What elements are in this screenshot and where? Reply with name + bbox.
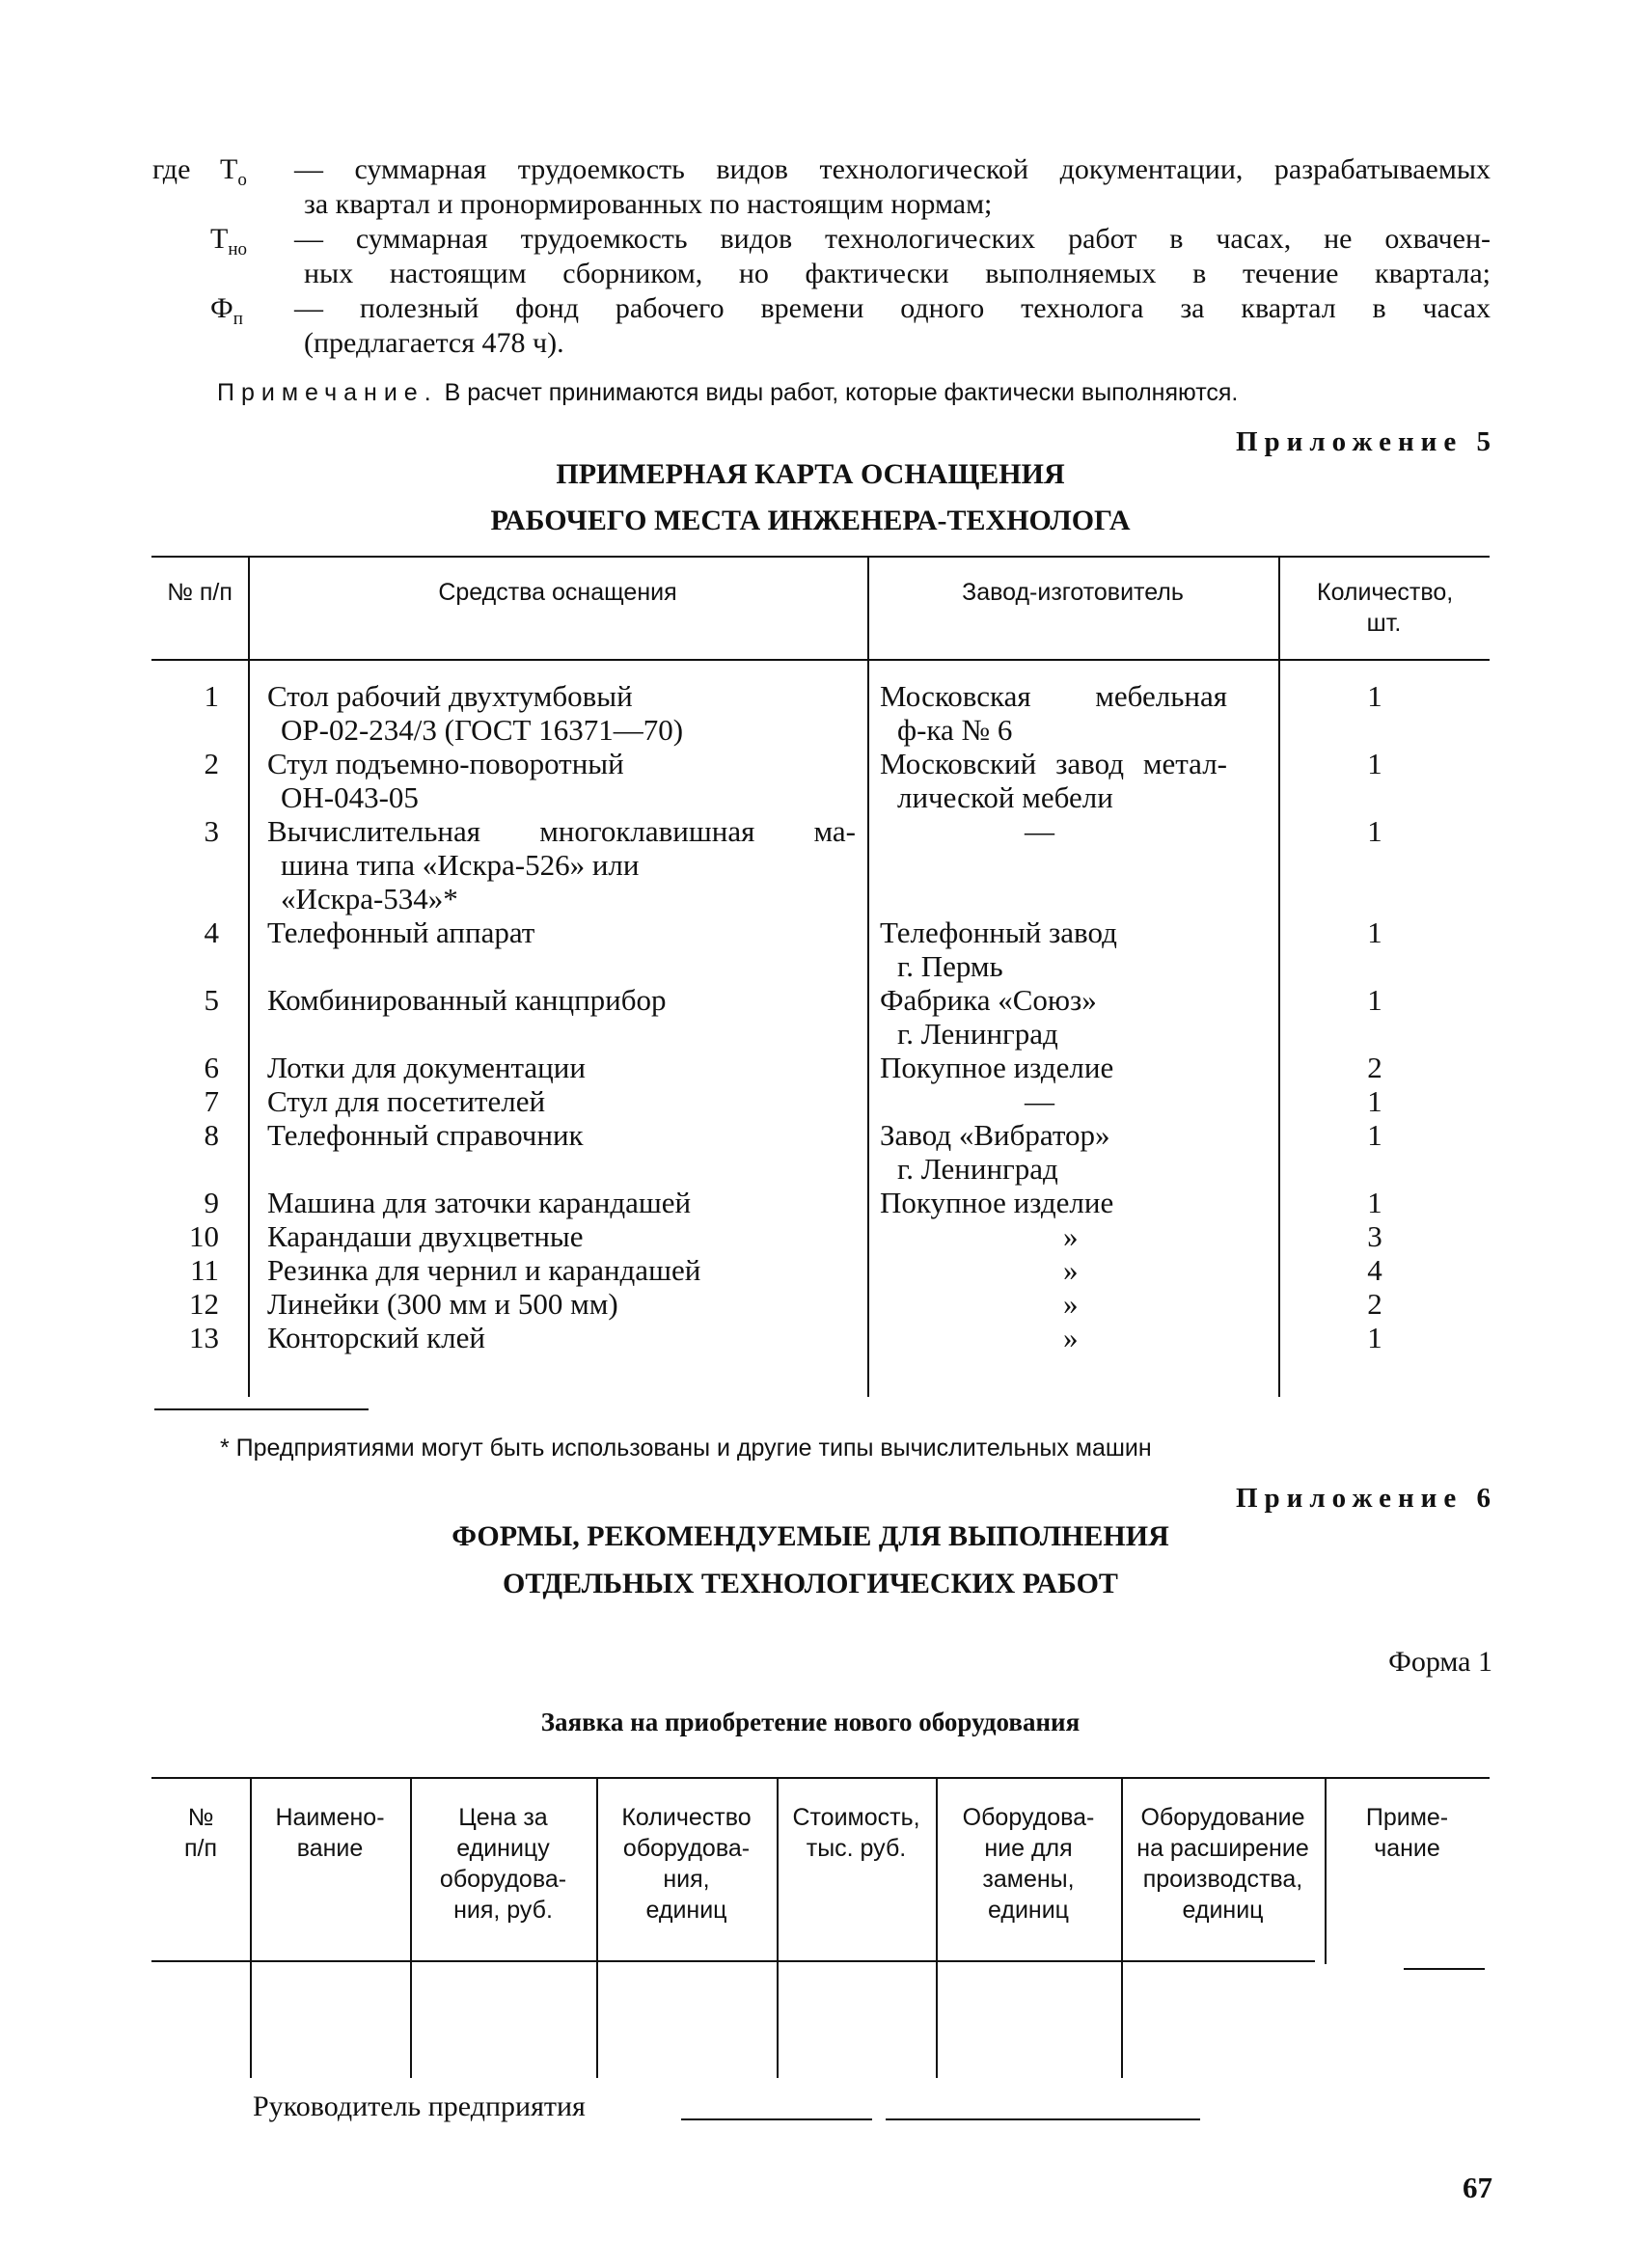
equipment-row-num: 2 [204,747,219,780]
equipment-row-item-line: Стол рабочий двухтумбовый [267,679,633,713]
form-header-line: № [187,1804,214,1831]
equipment-row-num: 8 [204,1118,219,1152]
form-header-col-6 [936,1802,1121,1926]
equipment-row-qty: 1 [1367,1118,1382,1152]
appendix6-label: Приложение 6 [1236,1483,1497,1514]
equipment-row-item-line: Машина для заточки карандашей [267,1186,692,1219]
equipment-row-qty: 1 [1367,983,1382,1017]
equipment-row-num: 9 [204,1186,219,1219]
equipment-row-qty: 4 [1367,1253,1382,1287]
equipment-row-item-line: Стул для посетителей [267,1084,546,1118]
equipment-row-num: 1 [204,679,219,713]
equipment-row-num: 12 [189,1287,219,1321]
equipment-row-qty: 1 [1367,679,1382,713]
form-header-col-5 [777,1802,936,1864]
equipment-row-item-line: Телефонный аппарат [267,915,535,949]
equipment-header-qty: Количество, шт. [1317,579,1454,637]
form-header-line: Наимено- [275,1804,385,1831]
form-title: Заявка на приобретение нового оборудования [540,1708,1081,1736]
equipment-row-item [267,1084,856,1118]
form-header-line: оборудова- [439,1866,567,1893]
appendix5-title-line1: ПРИМЕРНАЯ КАРТА ОСНАЩЕНИЯ [556,458,1065,490]
form-table-top-rule [151,1777,1490,1779]
equipment-row-maker [880,1118,1266,1186]
equipment-row-maker-line: г. Ленинград [897,1152,1058,1186]
note: Примечание. В расчет принимаются виды работ, которые фактически выполняются. [217,379,1239,406]
equipment-row-maker-line: » [1063,1287,1079,1321]
form-header-line: Стоимость, [792,1804,920,1831]
equipment-row-qty: 1 [1367,814,1382,848]
equipment-row-maker-line: — [1025,1084,1054,1118]
appendix6-title-line2: ОТДЕЛЬНЫХ ТЕХНОЛОГИЧЕСКИХ РАБОТ [503,1568,1118,1599]
equipment-row-maker-line: » [1063,1253,1079,1287]
equipment-row-qty: 1 [1367,1084,1382,1118]
form-header-line: п/п [183,1835,218,1862]
equipment-row-item-line: ОР-02-234/3 (ГОСТ 16371—70) [281,713,684,747]
equipment-row-item-line: Конторский клей [267,1321,485,1354]
equipment-row-num: 4 [204,915,219,949]
equipment-row-maker [880,1321,1266,1354]
equipment-row-maker [880,747,1266,814]
equipment-row-item [267,1118,856,1152]
equipment-row-maker [880,1084,1266,1118]
equipment-header-num: № п/п [167,579,233,606]
equipment-row-qty: 1 [1367,915,1382,949]
form-label: Форма 1 [1388,1646,1492,1678]
equipment-row-maker [880,1253,1266,1287]
form-header-line: единиц [988,1897,1069,1924]
footnote: * Предприятиями могут быть использованы и другие типы вычислительных машин [220,1435,1152,1462]
equipment-row-item-line: Стул подъемно-поворотный [267,747,624,780]
signature-label: Руководитель предприятия [253,2090,586,2122]
form-header-col-8 [1325,1802,1490,1864]
equipment-row-qty: 2 [1367,1051,1382,1084]
equipment-row-maker [880,983,1266,1051]
equipment-row-item [267,747,856,814]
equipment-row-num: 10 [189,1219,219,1253]
legend-symbol-tno: $T_{но}$ [210,223,247,260]
form-header-line: производства, [1142,1866,1303,1893]
form-header-line: оборудова- [622,1835,751,1862]
equipment-row-maker [880,1051,1266,1084]
equipment-row-qty: 1 [1367,747,1382,780]
equipment-row-maker [880,915,1266,983]
equipment-row-maker-line: Покупное изделие [880,1186,1114,1219]
legend-text-fp-2: (предлагается 478 ч). [304,327,564,359]
equipment-row-item-line: Линейки (300 мм и 500 мм) [267,1287,618,1321]
equipment-row-item-line: ОН-043-05 [281,780,419,814]
equipment-row-maker [880,814,1266,848]
legend-prefix: где [152,153,191,185]
form-header-line: единиц [645,1897,727,1924]
equipment-row-num: 11 [190,1253,219,1287]
form-table-note-rule [1404,1968,1485,1970]
equipment-row-item-line: Комбинированный канцприбор [267,983,667,1017]
equipment-row-maker-line: г. Ленинград [897,1017,1058,1051]
equipment-row-maker-line: лической мебели [897,780,1113,814]
equipment-row-item [267,1321,856,1354]
legend-text-to-1: — суммарная трудоемкость видов технологической документации, разрабатываемых [294,153,1491,185]
form-header-line: тыс. руб. [806,1835,907,1862]
equipment-row-maker-line: » [1063,1321,1079,1354]
equipment-header-maker: Завод-изготовитель [962,579,1184,606]
equipment-table-col-divider-3 [1278,556,1280,1397]
equipment-row-item [267,1287,856,1321]
form-header-line: единицу [456,1835,550,1862]
footnote-rule [154,1408,369,1410]
form-header-line: вание [296,1835,364,1862]
equipment-row-item [267,983,856,1017]
equipment-row-num: 6 [204,1051,219,1084]
equipment-row-maker [880,679,1266,747]
form-header-line: Цена за [458,1804,548,1831]
equipment-row-num: 5 [204,983,219,1017]
equipment-row-maker-line: Телефонный завод [880,915,1117,949]
equipment-row-qty: 3 [1367,1219,1382,1253]
equipment-row-maker-line: Московский завод метал- [880,747,1227,780]
equipment-row-item [267,915,856,949]
form-header-line: ния, [663,1866,710,1893]
appendix5-label: Приложение 5 [1236,426,1497,457]
legend-symbol-fp: $Ф_п$ [210,292,243,329]
equipment-row-item [267,1186,856,1219]
legend-text-tno-2: ных настоящим сборником, но фактически выполняемых в течение квартала; [304,258,1491,289]
equipment-row-maker-line: Московская мебельная [880,679,1227,713]
equipment-row-item [267,1253,856,1287]
equipment-row-item-line: «Искра-534»* [281,882,458,915]
form-header-col-4 [596,1802,777,1926]
equipment-table-col-divider-1 [248,556,250,1397]
equipment-row-item [267,814,856,915]
form-header-line: на расширение [1136,1835,1309,1862]
legend-symbol-to: $T_о$ [220,153,247,190]
equipment-row-qty: 1 [1367,1186,1382,1219]
form-header-col-3 [410,1802,596,1926]
appendix6-title-line1: ФОРМЫ, РЕКОМЕНДУЕМЫЕ ДЛЯ ВЫПОЛНЕНИЯ [452,1520,1169,1552]
equipment-row-maker-line: г. Пермь [897,949,1003,983]
form-header-line: Количество [621,1804,752,1831]
equipment-row-item [267,1051,856,1084]
equipment-row-maker-line: Завод «Вибратор» [880,1118,1110,1152]
legend-text-to-2: за квартал и пронормированных по настоящим нормам; [304,188,993,220]
form-header-line: Оборудова- [962,1804,1095,1831]
equipment-row-maker [880,1186,1266,1219]
equipment-row-maker-line: ф-ка № 6 [897,713,1013,747]
form-header-col-1 [151,1802,250,1864]
equipment-row-item [267,1219,856,1253]
equipment-row-item-line: Телефонный справочник [267,1118,584,1152]
equipment-row-maker [880,1219,1266,1253]
form-header-line: замены, [982,1866,1075,1893]
equipment-row-maker-line: — [1025,814,1054,848]
equipment-row-num: 13 [189,1321,219,1354]
equipment-row-maker [880,1287,1266,1321]
form-header-line: чание [1374,1835,1440,1862]
equipment-row-item-line: шина типа «Искра-526» или [281,848,640,882]
equipment-row-item-line: Карандаши двухцветные [267,1219,584,1253]
signature-line-1[interactable] [681,2118,872,2120]
equipment-row-maker-line: » [1063,1219,1079,1253]
form-header-line: Приме- [1365,1804,1449,1831]
form-header-col-7 [1121,1802,1325,1926]
form-table-header-rule [151,1960,1315,1962]
equipment-row-item [267,679,856,747]
form-header-col-2 [250,1802,410,1864]
equipment-row-num: 7 [204,1084,219,1118]
equipment-row-qty: 1 [1367,1321,1382,1354]
equipment-row-maker-line: Покупное изделие [880,1051,1114,1084]
form-header-line: ние для [984,1835,1073,1862]
page-number: 67 [1463,2171,1492,2204]
legend-text-fp-1: — полезный фонд рабочего времени одного технолога за квартал в часах [294,292,1491,324]
equipment-row-maker-line: Фабрика «Союз» [880,983,1097,1017]
legend-text-tno-1: — суммарная трудоемкость видов технологических работ в часах, не охвачен- [294,223,1491,255]
form-header-line: ния, руб. [453,1897,553,1924]
appendix5-title [386,451,1235,544]
equipment-row-item-line: Резинка для чернил и карандашей [267,1253,701,1287]
appendix6-title [376,1513,1245,1607]
equipment-row-item-line: Вычислительная многоклавишная ма- [267,814,856,848]
equipment-table-col-divider-2 [867,556,869,1397]
form-header-line: единиц [1182,1897,1264,1924]
appendix5-title-line2: РАБОЧЕГО МЕСТА ИНЖЕНЕРА-ТЕХНОЛОГА [490,505,1131,536]
equipment-table-header-rule [151,659,1490,661]
equipment-row-num: 3 [204,814,219,848]
equipment-row-qty: 2 [1367,1287,1382,1321]
signature-line-2[interactable] [886,2118,1200,2120]
equipment-table-top-rule [151,556,1490,558]
equipment-row-item-line: Лотки для документации [267,1051,586,1084]
form-header-line: Оборудование [1140,1804,1305,1831]
equipment-header-item: Средства оснащения [438,579,677,606]
